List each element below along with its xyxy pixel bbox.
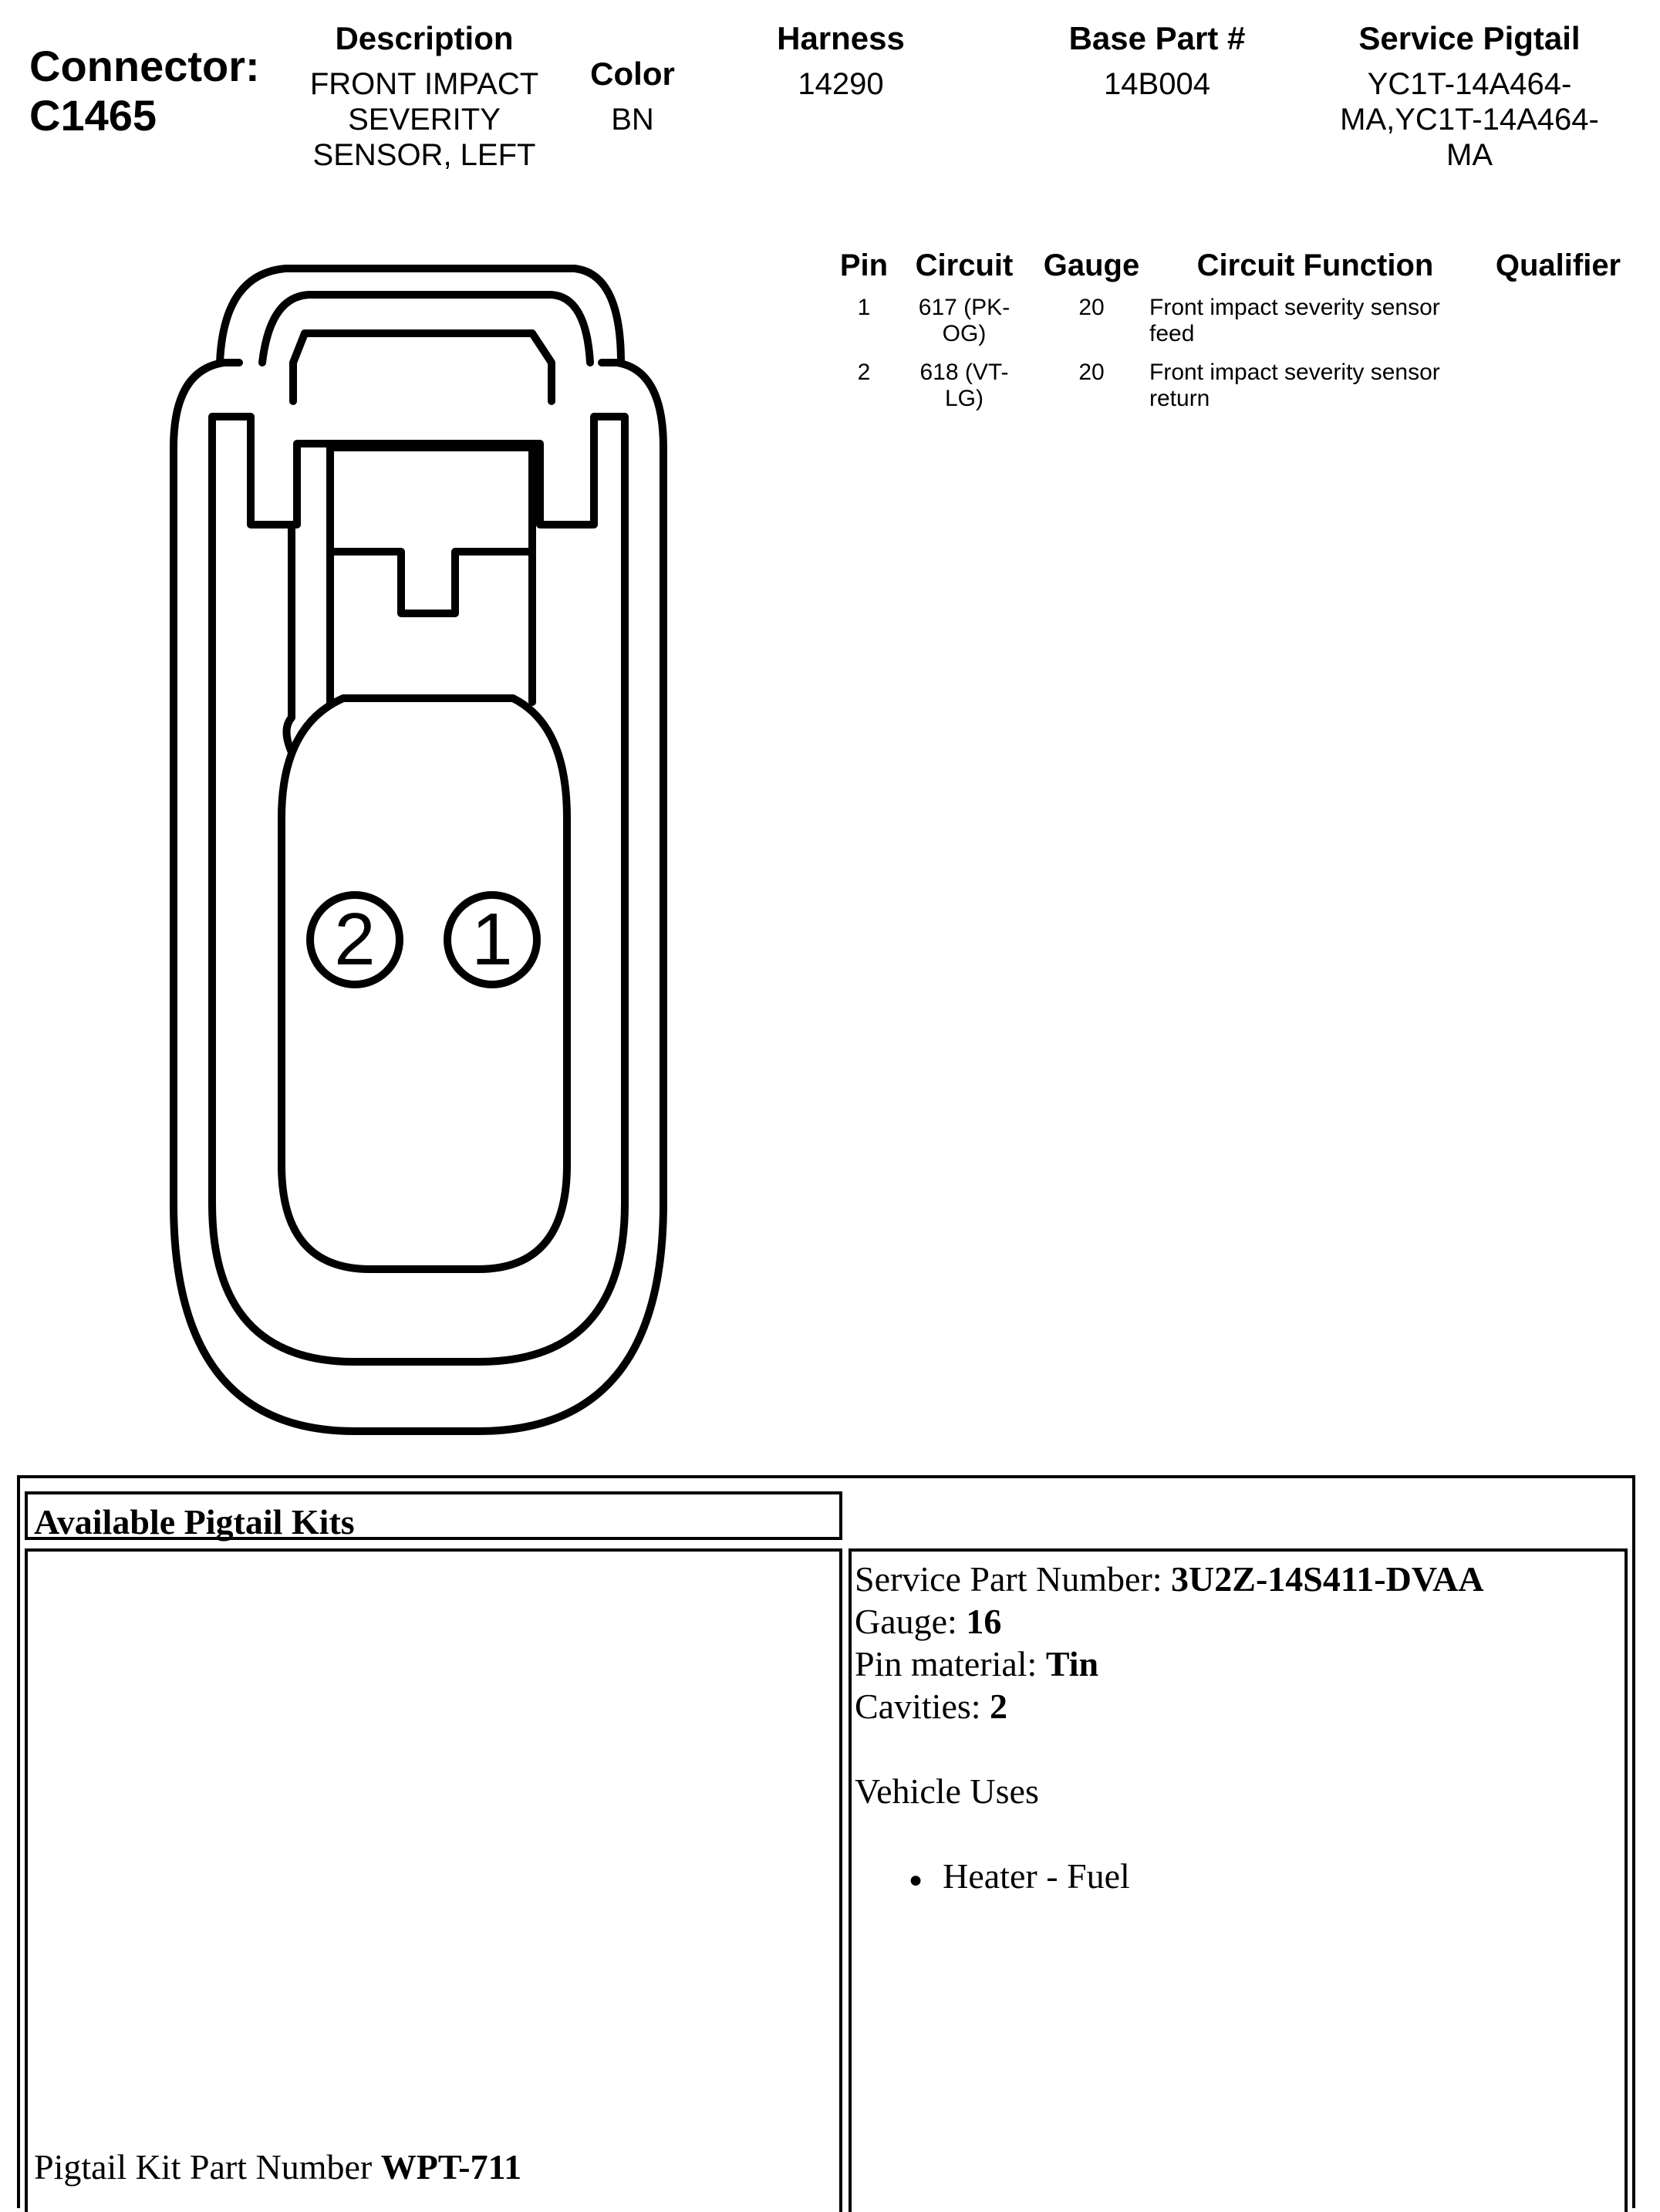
vehicle-use-item: Heater - Fuel [943,1856,1130,1896]
qualifier-header: Qualifier [1495,248,1621,282]
gauge-cell: 20 [1078,360,1105,385]
pin-2-label: 2 [334,898,376,981]
color-label: Color [590,56,675,92]
pigtail-kits-title-cell [25,1491,842,1540]
circuit-function-header: Circuit Function [1196,248,1434,282]
circuit-line: OG) [942,321,987,346]
pigtail-kit-details [855,1558,1484,1901]
function-line: Front impact severity sensor [1149,360,1440,385]
connector-face-diagram [154,255,694,1458]
harness-label: Harness [777,20,905,56]
description-line: SENSOR, LEFT [312,138,536,172]
circuit-line: 618 (VT- [919,360,1009,385]
circuit-header: Circuit [915,248,1014,282]
terminal-cavity-block [282,698,567,1269]
service-pigtail-line: MA,YC1T-14A464- [1340,103,1599,137]
circuit-line: 617 (PK- [918,295,1011,320]
circuit-cell [903,360,1026,412]
harness-value: 14290 [798,67,884,101]
kit-gauge-value: 16 [966,1602,1002,1641]
pin-material [855,1643,1484,1685]
service-part-label: Service Part Number: [855,1559,1172,1599]
pin-cell: 1 [857,295,871,320]
cavities-label: Cavities: [855,1687,990,1726]
service-part-number [855,1558,1484,1600]
pin-material-label: Pin material: [855,1644,1046,1683]
pigtail-kit-part-number [34,2146,521,2188]
gauge-cell: 20 [1078,295,1105,320]
function-line: Front impact severity sensor [1149,295,1440,320]
vehicle-uses-label: Vehicle Uses [855,1771,1039,1811]
description-label: Description [335,20,514,56]
kit-gauge [855,1600,1484,1643]
description-line: SEVERITY [348,103,501,137]
function-line: return [1149,386,1210,411]
pigtail-kit-right-cell [849,1548,1628,2212]
bullet-icon: ● [909,1866,923,1893]
pigtail-kit-part-label: Pigtail Kit Part Number [34,2147,381,2187]
description-line: FRONT IMPACT [309,67,539,101]
pigtail-kits-title: Available Pigtail Kits [34,1502,355,1542]
connector-id: C1465 [29,91,157,140]
cavities-value: 2 [990,1687,1008,1726]
pin-1-label: 1 [471,898,513,981]
circuit-line: LG) [944,386,984,411]
service-part-value: 3U2Z-14S411-DVAA [1171,1559,1484,1599]
color-value: BN [611,103,654,137]
gauge-header: Gauge [1043,248,1140,282]
pin-material-value: Tin [1045,1644,1099,1683]
service-pigtail-value [1311,66,1628,173]
circuit-cell [903,295,1026,347]
connector-label: Connector: [29,42,260,90]
service-pigtail-line: MA [1446,138,1493,172]
function-line: feed [1149,321,1195,346]
pin-header: Pin [839,248,889,282]
service-pigtail-line: YC1T-14A464- [1367,67,1572,101]
pigtail-kit-part-value: WPT-711 [380,2147,522,2187]
pigtail-kit-left-cell [25,1548,842,2212]
pin-cell: 2 [857,360,871,385]
latch-tab [293,333,552,401]
description-value [293,66,555,173]
cavities [855,1685,1484,1727]
vehicle-uses-list [855,1855,1484,1901]
function-cell [1149,295,1481,347]
service-pigtail-label: Service Pigtail [1358,20,1581,56]
function-cell [1149,360,1481,412]
connector-title [29,42,260,140]
kit-gauge-label: Gauge: [855,1602,967,1641]
inner-recess-outline [212,417,625,1362]
base-part-label: Base Part # [1068,20,1246,56]
key-slot [292,447,532,718]
base-part-value: 14B004 [1104,67,1210,101]
